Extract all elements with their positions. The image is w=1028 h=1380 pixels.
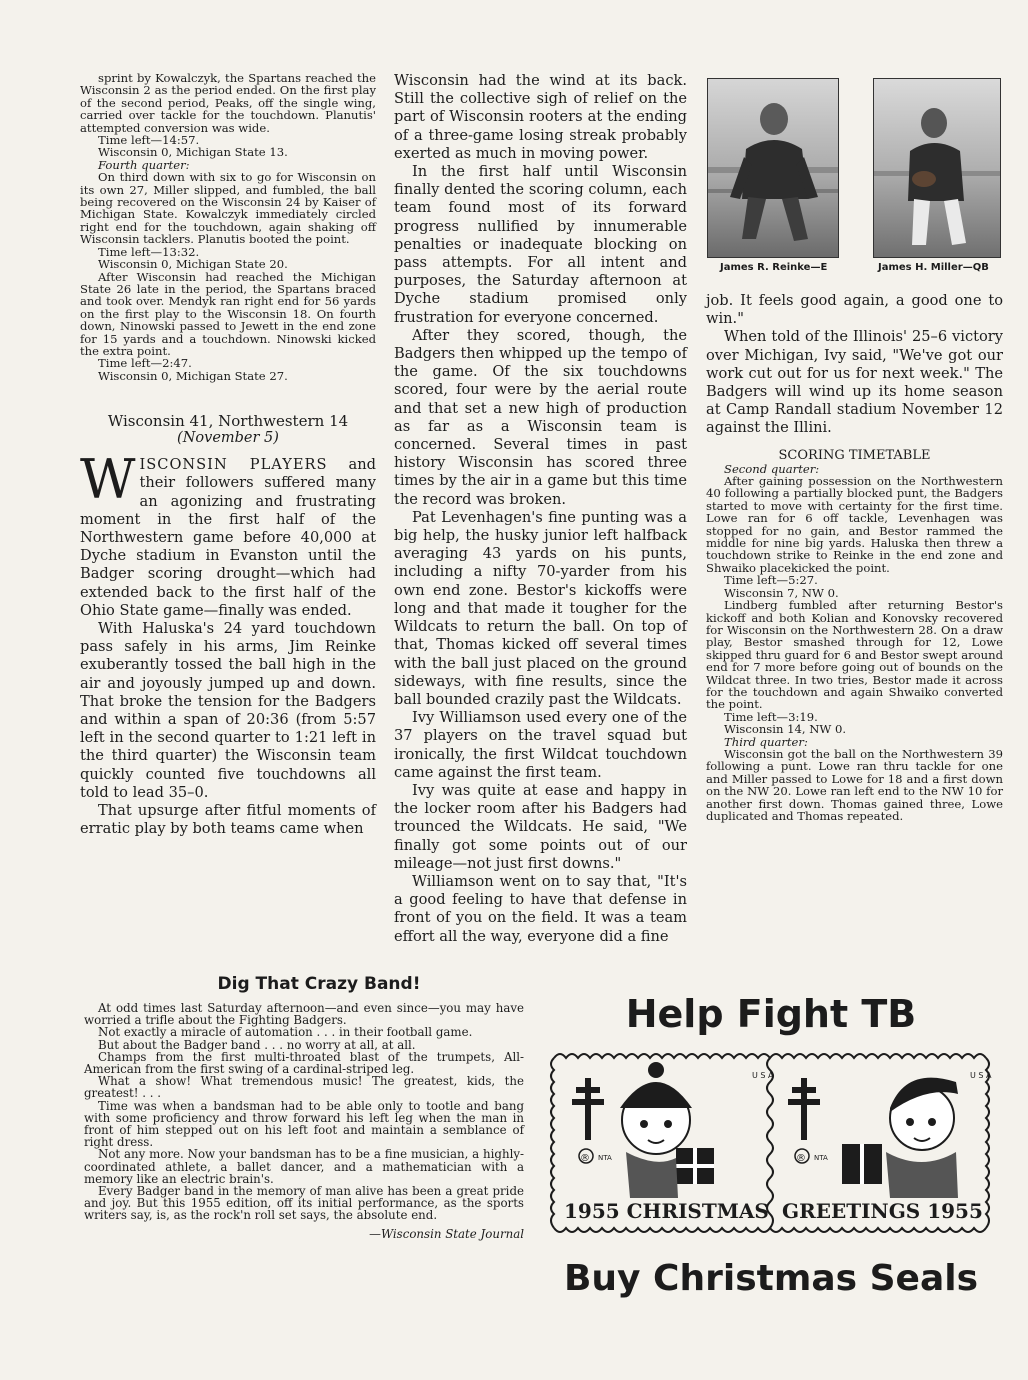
- score-line: Wisconsin 0, Michigan State 27.: [98, 368, 288, 383]
- article-paragraph: Wisconsin had the wind at its back. Still the collective sigh of relief on the part of Wisconsin rooters at the ending of a three-game losing streak probably exerted as much in moving power.: [394, 72, 687, 162]
- band-paragraph: Champs from the first multi-throated blast of the trumpets, All-American from the first swing of a cardinal-striped leg.: [84, 1049, 524, 1077]
- seal-left-nta: NTA: [598, 1154, 612, 1162]
- quarter-label: Second quarter:: [724, 461, 820, 476]
- band-paragraph: Time was when a bandsman had to be able only to tootle and bang with some proficiency and throw forward his left leg when the man in front of him stepped out on his left foot and maintain a semblance of right dress.: [84, 1098, 524, 1150]
- score-line: Wisconsin 0, Michigan State 13.: [98, 145, 288, 160]
- article-paragraph: With Haluska's 24 yard touchdown pass safely in his arms, Jim Reinke exuberantly tossed the ball high in the air and joyously jumped up and down. That broke the tension for the Badgers and within a span of 20:36 (from 5:57 left in the second quarter to 1:21 left in the third quarter) the Wisconsin team quickly counted five touchdowns all told to lead 35–0.: [80, 619, 376, 801]
- lead-paragraph: [80, 448, 376, 620]
- article-paragraph: Pat Levenhagen's fine punting was a big help, the husky junior left halfback averaging 43 yards on his punts, including a nifty 70-yarder from his own end zone. Bestor's kickoffs were long and that made it tougher for the Wildcats to return the ball. On top of that, Thomas kicked off several times with the ball just placed on the ground sideways, with fine results, since the ball bounded crazily past the Wildcats.: [394, 508, 687, 708]
- time-left: Time left—5:27.: [724, 573, 818, 588]
- drop-cap: W: [80, 448, 136, 512]
- seal-right-reg: ®: [796, 1153, 806, 1164]
- seal-left-usa: U S A: [752, 1071, 774, 1080]
- article-paragraph: When told of the Illinois' 25–6 victory over Michigan, Ivy said, "We've got our work cut out for us for next week." The Badgers will wind up its home season at Camp Randall stadium November 12 against the Illini.: [706, 328, 1003, 437]
- seal-right-usa: U S A: [970, 1071, 992, 1080]
- quarter-label: Fourth quarter:: [98, 157, 190, 172]
- lead-caps: ISCONSIN PLAYERS: [139, 456, 328, 474]
- article-paragraph: Ivy Williamson used every one of the 37 players on the travel squad but ironically, the first Wildcat touchdown came against the first team.: [394, 709, 687, 781]
- timetable-heading: SCORING TIMETABLE: [778, 447, 931, 463]
- photo-miller: [873, 78, 1001, 258]
- time-left: Time left—2:47.: [98, 356, 192, 371]
- photo-reinke: [707, 78, 839, 258]
- article-paragraph: After Wisconsin had reached the Michigan State 26 late in the period, the Spartans braced and took over. Mendyk ran right end for 56 yards on the first play to the Wisconsin 18. On fourth down, Ninowski passed to Jewett in the end zone for 15 yards and a touchdown. Ninowski kicked the extra point.: [80, 269, 376, 358]
- column-2: [394, 72, 687, 946]
- score-line: Wisconsin 0, Michigan State 20.: [98, 257, 288, 272]
- article-paragraph: sprint by Kowalczyk, the Spartans reached the Wisconsin 2 as the period ended. On the first play of the second period, Peaks, off the single wing, carried over tackle for the touchdown. Planutis' attempted conversion was wide.: [80, 71, 376, 135]
- score-line: Wisconsin 7, NW 0.: [724, 585, 839, 600]
- photo-caption-miller: James H. Miller—QB: [878, 262, 989, 273]
- ad-title: Help Fight TB: [625, 992, 917, 1036]
- article-paragraph: job. It feels good again, a good one to win.": [706, 292, 1003, 328]
- article-paragraph: Lindberg fumbled after returning Bestor's kickoff and both Kolian and Konovsky recovered for Wisconsin on the Northwestern 28. On a draw play, Bestor smashed through for 12, Lowe skipped thru guard for 6 and Bestor swept around end for 7 more before going out of bounds on the Wildcat three. In two tries, Bestor made it across for the touchdown and again Shwaiko converted the point.: [706, 598, 1003, 712]
- lead-text: and their followers suffered many an agonizing and frustrating moment in the first half of the Northwestern game before 40,000 at Dyche stadium in Evanston until the Badger scoring drought—which had extended back to the first half of the Ohio State game—finally was ended.: [80, 456, 376, 619]
- time-left: Time left—13:32.: [98, 244, 200, 259]
- column-3: [706, 292, 1003, 822]
- quarter-label: Third quarter:: [724, 734, 808, 749]
- column-1: [80, 72, 376, 838]
- seal-right-nta: NTA: [814, 1154, 828, 1162]
- game-date: (November 5): [177, 430, 279, 447]
- seal-left: [572, 1062, 714, 1198]
- band-paragraph: Every Badger band in the memory of man alive has been a great pride and joy. But this 1955 edition, off its initial performance, as the sports writers say, is, as the rock'n roll set says, the absolute end.: [84, 1184, 524, 1223]
- article-paragraph: Ivy was quite at ease and happy in the locker room after his Badgers had trounced the Wildcats. He said, "We finally got some points out of our mileage—not just first downs.": [394, 781, 687, 872]
- time-left: Time left—3:19.: [724, 709, 818, 724]
- band-article: [84, 974, 524, 1240]
- photo-caption-reinke: James R. Reinke—E: [720, 262, 828, 273]
- band-paragraph: What a show! What tremendous music! The greatest, kids, the greatest! . . .: [84, 1074, 524, 1101]
- score-line: Wisconsin 14, NW 0.: [724, 722, 847, 737]
- band-title: Dig That Crazy Band!: [217, 974, 421, 994]
- band-paragraph: But about the Badger band . . . no worry at all, at all.: [98, 1037, 416, 1052]
- article-paragraph: In the first half until Wisconsin finally dented the scoring column, each team found most of its forward progress nullified by innumerable penalties or inadequate blocking on pass attempts. For all intent and purposes, the Saturday afternoon at Dyche stadium promised only frustration for everyone concerned.: [394, 163, 687, 326]
- article-paragraph: Williamson went on to say that, "It's a good feeling to have that defense in front of you on the field. It was a team effort all the way, everyone did a fine: [394, 872, 687, 945]
- seal-left-caption: 1955 CHRISTMAS: [564, 1199, 769, 1223]
- seal-right: [788, 1078, 958, 1198]
- time-left: Time left—14:57.: [98, 133, 200, 148]
- article-paragraph: That upsurge after fitful moments of erratic play by both teams came when: [80, 802, 376, 838]
- article-paragraph: After they scored, though, the Badgers then whipped up the tempo of the game. Of the six touchdowns scored, four were by the aerial route and that set a new high of production as far as a Wisconsin team is concerned. Several times in past history Wisconsin has scored three times by the air in a game but this time the record was broken.: [394, 326, 687, 508]
- article-paragraph: On third down with six to go for Wisconsin on its own 27, Miller slipped, and fumbled, the ball being recovered on the Wisconsin 24 by Kaiser of Michigan State. Kowalczyk immediately circled right end for the touchdown, again shaking off Wisconsin tacklers. Planutis booted the point.: [80, 170, 376, 247]
- band-source: —Wisconsin State Journal: [369, 1226, 524, 1241]
- seal-left-reg: ®: [580, 1153, 590, 1164]
- game-heading: Wisconsin 41, Northwestern 14: [107, 412, 349, 431]
- seal-right-caption: GREETINGS 1955: [782, 1199, 983, 1223]
- band-paragraph: Not any more. Now your bandsman has to be a fine musician, a highly-coordinated athlete, a ballet dancer, and a mathematician with a memory like an electric brain's.: [84, 1147, 524, 1186]
- article-paragraph: After gaining possession on the Northwestern 40 following a partially blocked punt, the Badgers started to move with certainty for the first time. Lowe ran for 6 off tackle, Levenhagen was stopped for no gain, and Bestor rammed the middle for nine big yards. Haluska then threw a touchdown strike to Reinke in the end zone and Shwaiko placekicked the point.: [706, 474, 1003, 575]
- band-paragraph: At odd times last Saturday afternoon—and even since—you may have worried a trifle about the Fighting Badgers.: [84, 1001, 524, 1028]
- christmas-seal-stamps: [546, 1048, 996, 1238]
- band-paragraph: Not exactly a miracle of automation . . . in their football game.: [98, 1025, 473, 1040]
- ad-footer: Buy Christmas Seals: [563, 1258, 979, 1299]
- article-paragraph: Wisconsin got the ball on the Northwestern 39 following a punt. Lowe ran thru tackle for one and Miller passed to Lowe for 18 and a first down on the NW 20. Lowe ran left end to the NW 10 for another first down. Thomas gained three, Lowe duplicated and Thomas repeated.: [706, 746, 1003, 823]
